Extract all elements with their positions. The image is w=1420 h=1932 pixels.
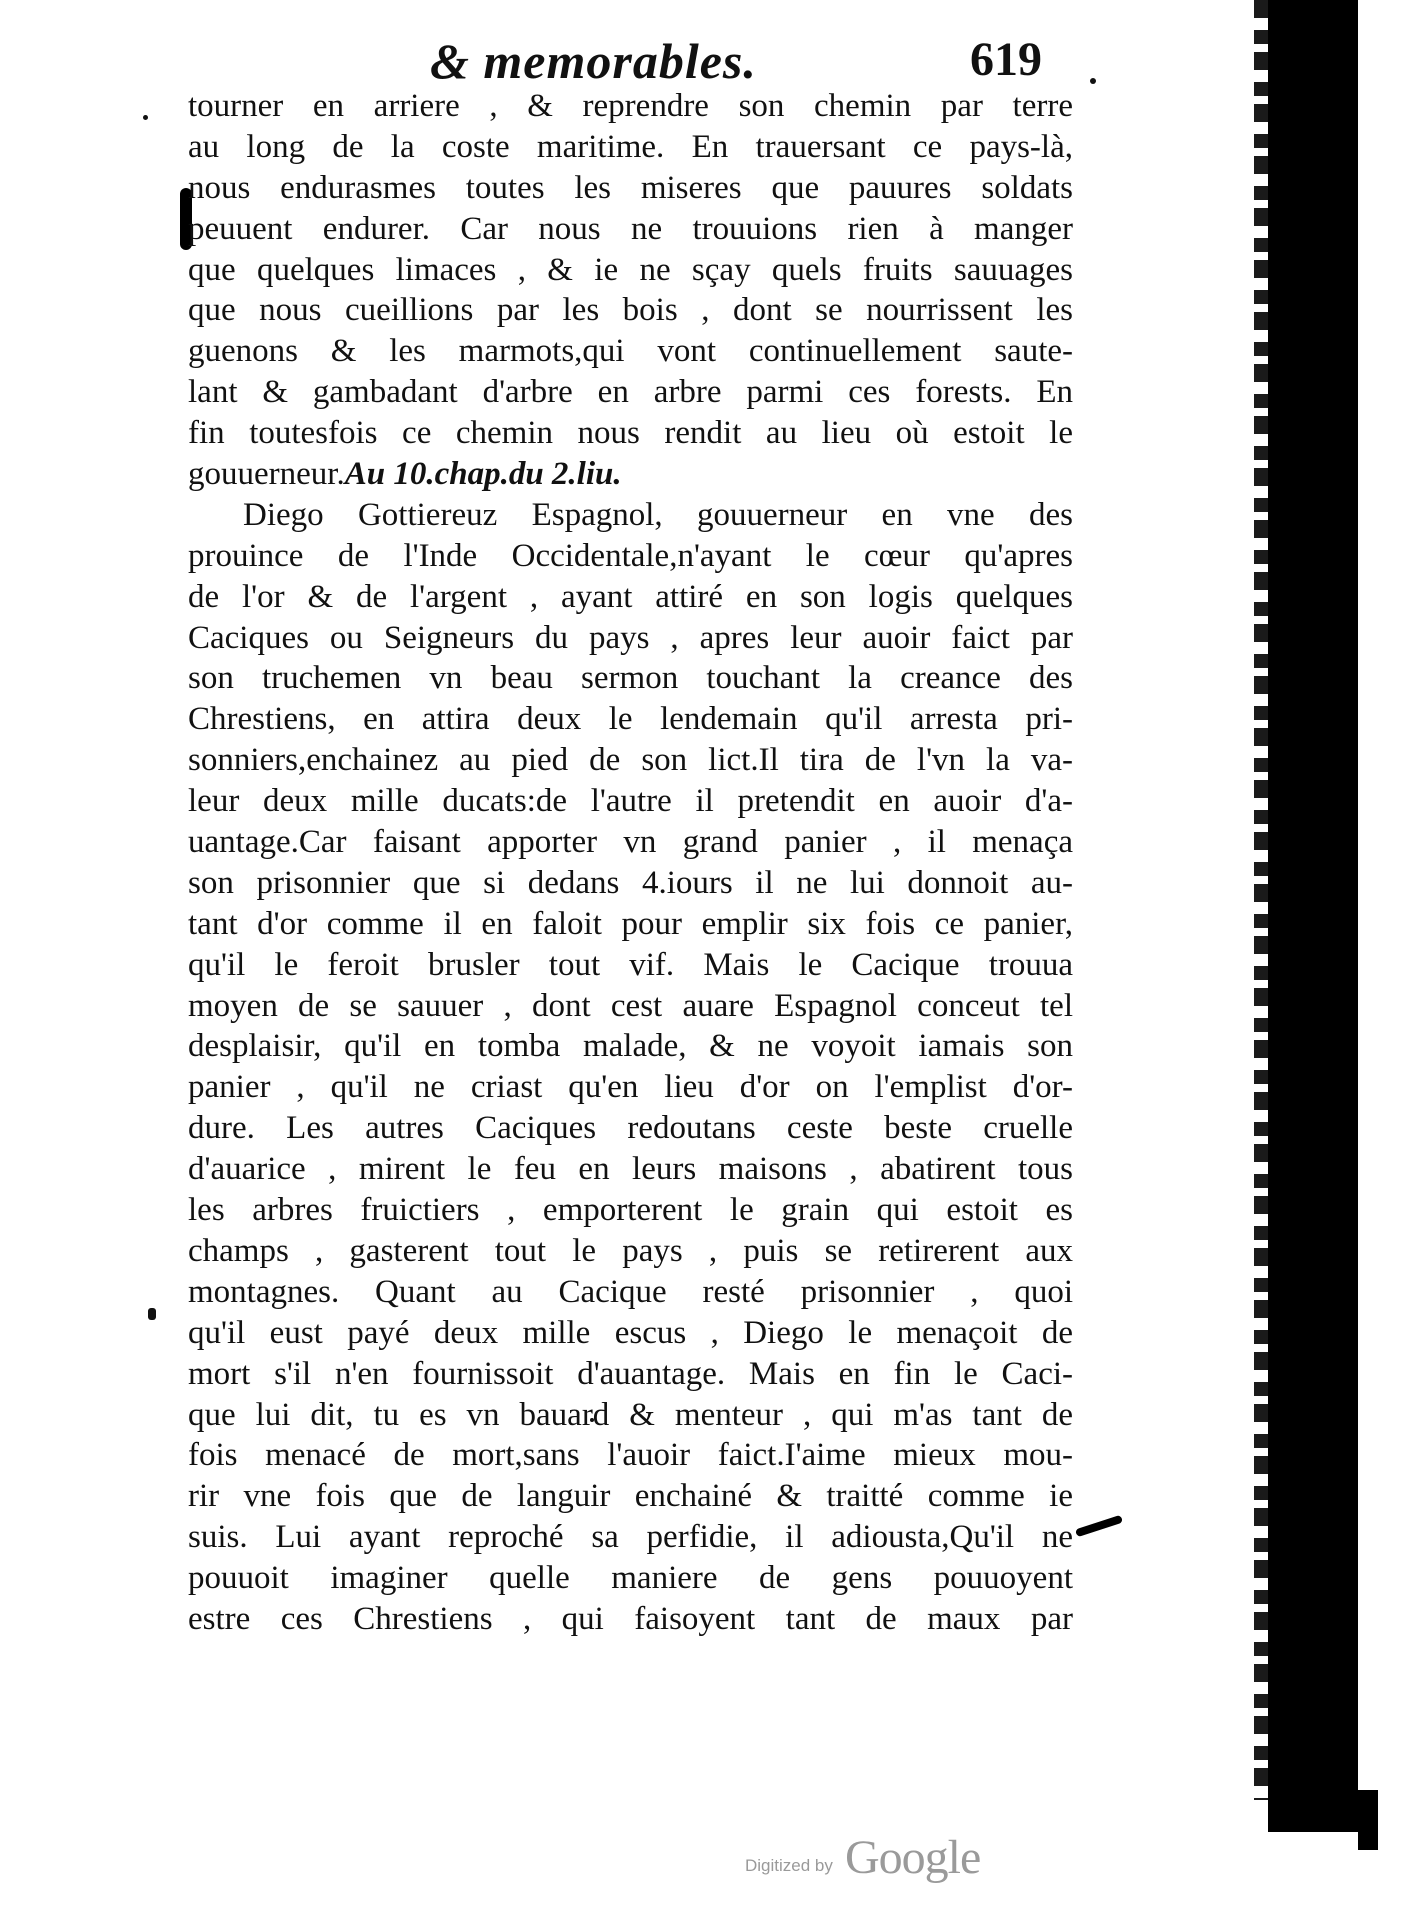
text-line: que nous cueillions par les bois , dont se nourrissent les	[188, 292, 1073, 329]
text-line: guenons & les marmots,qui vont continuellement saute-	[188, 333, 1073, 370]
running-title: & memorables.	[430, 33, 757, 89]
digitized-watermark	[745, 1830, 1045, 1890]
text-line: prouince de l'Inde Occidentale,n'ayant le cœur qu'apres	[188, 537, 1073, 574]
text-line: moyen de se sauuer , dont cest auare Espagnol conceut tel	[188, 987, 1073, 1024]
text-line: desplaisir, qu'il en tomba malade, & ne voyoit iamais son	[188, 1028, 1073, 1065]
text-line: tant d'or comme il en faloit pour emplir six fois ce panier,	[188, 905, 1073, 942]
binding-shadow-tail	[1358, 1790, 1378, 1850]
text-line: suis. Lui ayant reproché sa perfidie, il adiousta,Qu'il ne	[188, 1519, 1073, 1556]
paragraph-first-line: Diego Gottiereuz Espagnol, gouuerneur en vne des	[243, 496, 1073, 533]
text-line: nous endurasmes toutes les miseres que pauures soldats	[188, 169, 1073, 206]
text-line: sonniers,enchainez au pied de son lict.Il tira de l'vn la va-	[188, 742, 1073, 779]
text-line: de l'or & de l'argent , ayant attiré en son logis quelques	[188, 578, 1073, 615]
watermark-prefix: Digitized by	[745, 1856, 833, 1875]
text-line-last	[188, 454, 1073, 495]
citation: Au 10.chap.du 2.liu.	[344, 456, 622, 493]
text-line: panier , qu'il ne criast qu'en lieu d'or on l'emplist d'or-	[188, 1069, 1073, 1106]
text-line: fois menacé de mort,sans l'auoir faict.I'aime mieux mou-	[188, 1437, 1073, 1474]
text-line: que quelques limaces , & ie ne sçay quels fruits sauuages	[188, 251, 1073, 288]
text-line: estre ces Chrestiens , qui faisoyent tant de maux par	[188, 1600, 1073, 1637]
stray-dot-mark	[148, 1308, 156, 1320]
text-line: Caciques ou Seigneurs du pays , apres leur auoir faict par	[188, 619, 1073, 656]
text-line: qu'il le feroit brusler tout vif. Mais le Cacique trouua	[188, 946, 1073, 983]
text-line: Chrestiens, en attira deux le lendemain qu'il arresta pri-	[188, 701, 1073, 738]
page-number: 619	[970, 33, 1042, 86]
text-line: lant & gambadant d'arbre en arbre parmi ces forests. En	[188, 374, 1073, 411]
stray-dot-mark	[1090, 78, 1096, 84]
text-line: son prisonnier que si dedans 4.iours il ne lui donnoit au-	[188, 864, 1073, 901]
text-line: au long de la coste maritime. En trauersant ce pays-là,	[188, 128, 1073, 165]
body-text	[188, 86, 1073, 1640]
text-line: d'auarice , mirent le feu en leurs maisons , abatirent tous	[188, 1151, 1073, 1188]
watermark-brand: Google	[845, 1831, 981, 1884]
ink-smudge-mark	[1075, 1515, 1123, 1537]
text-line: pouuoit imaginer quelle maniere de gens pouuoyent	[188, 1560, 1073, 1597]
text-line: dure. Les autres Caciques redoutans ceste beste cruelle	[188, 1110, 1073, 1147]
text-line: son truchemen vn beau sermon touchant la creance des	[188, 660, 1073, 697]
text-line: montagnes. Quant au Cacique resté prisonnier , quoi	[188, 1273, 1073, 1310]
text-line: que lui dit, tu es vn bauard & menteur , qui m'as tant de	[188, 1396, 1073, 1433]
text-line: uantage.Car faisant apporter vn grand panier , il menaça	[188, 824, 1073, 861]
text-line: rir vne fois que de languir enchainé & traitté comme ie	[188, 1478, 1073, 1515]
text-line: peuuent endurer. Car nous ne trouuions rien à manger	[188, 210, 1073, 247]
last-line-text: gouuerneur.	[188, 456, 345, 493]
text-line: leur deux mille ducats:de l'autre il pretendit en auoir d'a-	[188, 783, 1073, 820]
text-line: fin toutesfois ce chemin nous rendit au lieu où estoit le	[188, 415, 1073, 452]
text-line: tourner en arriere , & reprendre son chemin par terre	[188, 88, 1073, 124]
text-line: mort s'il n'en fournissoit d'auantage. Mais en fin le Caci-	[188, 1355, 1073, 1392]
text-line: champs , gasterent tout le pays , puis se retirerent aux	[188, 1232, 1073, 1269]
binding-shadow	[1268, 0, 1358, 1832]
text-line: qu'il eust payé deux mille escus , Diego le menaçoit de	[188, 1314, 1073, 1351]
stray-dot-mark	[143, 115, 148, 120]
text-line: les arbres fruictiers , emporterent le grain qui estoit es	[188, 1192, 1073, 1229]
